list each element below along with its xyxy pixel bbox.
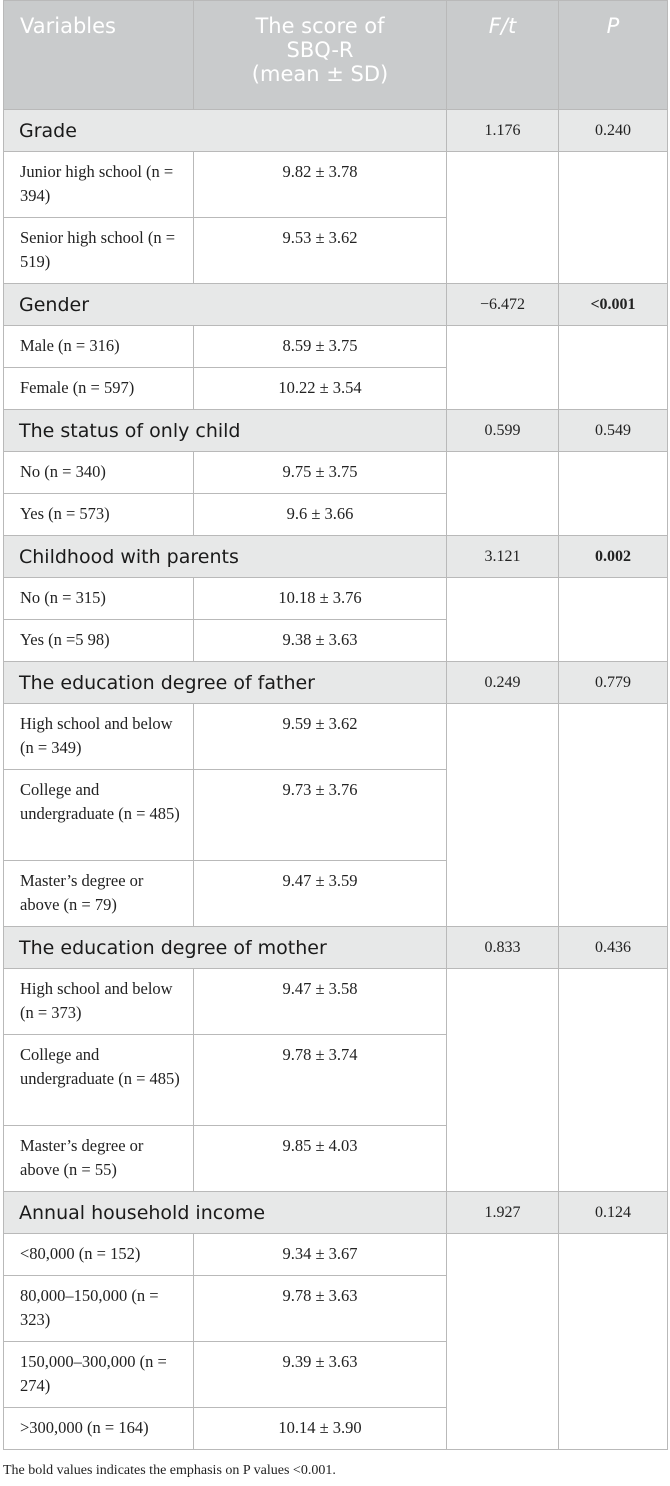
empty-cell xyxy=(559,1234,668,1450)
row-label: 80,000–150,000 (n = 323) xyxy=(4,1276,194,1342)
table-row xyxy=(4,969,668,1035)
group-ft: 1.927 xyxy=(447,1192,559,1234)
table-row xyxy=(4,152,668,218)
row-value: 9.75 ± 3.75 xyxy=(194,452,447,494)
group-row-father-education xyxy=(4,662,668,704)
empty-cell xyxy=(447,326,559,410)
group-row-only-child xyxy=(4,410,668,452)
row-value: 9.53 ± 3.62 xyxy=(194,218,447,284)
row-value: 10.22 ± 3.54 xyxy=(194,368,447,410)
group-p: 0.124 xyxy=(559,1192,668,1234)
row-value: 9.82 ± 3.78 xyxy=(194,152,447,218)
group-name: The education degree of father xyxy=(4,662,447,704)
empty-cell xyxy=(447,704,559,927)
empty-cell xyxy=(447,578,559,662)
row-value: 9.73 ± 3.76 xyxy=(194,770,447,861)
group-p: 0.779 xyxy=(559,662,668,704)
row-value: 10.14 ± 3.90 xyxy=(194,1408,447,1450)
group-row-childhood-with-parents xyxy=(4,536,668,578)
row-label: Junior high school (n = 394) xyxy=(4,152,194,218)
header-score-line-2: SBQ-R xyxy=(286,38,354,62)
table-footnote: The bold values indicates the emphasis on P values <0.001. xyxy=(3,1463,336,1478)
row-value: 9.38 ± 3.63 xyxy=(194,620,447,662)
row-value: 9.39 ± 3.63 xyxy=(194,1342,447,1408)
empty-cell xyxy=(559,152,668,284)
group-name: The status of only child xyxy=(4,410,447,452)
row-label: Yes (n =5 98) xyxy=(4,620,194,662)
row-value: 9.78 ± 3.74 xyxy=(194,1035,447,1126)
group-ft: 0.249 xyxy=(447,662,559,704)
group-ft: 1.176 xyxy=(447,110,559,152)
row-label: >300,000 (n = 164) xyxy=(4,1408,194,1450)
row-label: College and undergraduate (n = 485) xyxy=(4,770,194,861)
row-label: Male (n = 316) xyxy=(4,326,194,368)
row-label: No (n = 315) xyxy=(4,578,194,620)
group-ft: 3.121 xyxy=(447,536,559,578)
row-label: High school and below (n = 373) xyxy=(4,969,194,1035)
row-label: Master’s degree or above (n = 55) xyxy=(4,1126,194,1192)
group-ft: 0.833 xyxy=(447,927,559,969)
group-row-mother-education xyxy=(4,927,668,969)
group-row-gender xyxy=(4,284,668,326)
group-p: 0.436 xyxy=(559,927,668,969)
table-header-row xyxy=(4,1,668,110)
group-row-grade xyxy=(4,110,668,152)
group-name: Gender xyxy=(4,284,447,326)
group-ft: 0.599 xyxy=(447,410,559,452)
header-ft: F/t xyxy=(447,1,559,110)
row-label: Master’s degree or above (n = 79) xyxy=(4,861,194,927)
group-name: Childhood with parents xyxy=(4,536,447,578)
group-name: The education degree of mother xyxy=(4,927,447,969)
row-label: High school and below (n = 349) xyxy=(4,704,194,770)
table-row xyxy=(4,452,668,494)
empty-cell xyxy=(559,452,668,536)
empty-cell xyxy=(559,578,668,662)
table-row xyxy=(4,578,668,620)
group-p: 0.002 xyxy=(559,536,668,578)
header-score xyxy=(194,1,447,110)
empty-cell xyxy=(447,152,559,284)
row-label: Yes (n = 573) xyxy=(4,494,194,536)
row-value: 9.6 ± 3.66 xyxy=(194,494,447,536)
row-label: <80,000 (n = 152) xyxy=(4,1234,194,1276)
empty-cell xyxy=(447,452,559,536)
statistics-table xyxy=(3,0,668,1450)
row-label: Senior high school (n = 519) xyxy=(4,218,194,284)
row-value: 9.47 ± 3.59 xyxy=(194,861,447,927)
table-row xyxy=(4,326,668,368)
row-value: 9.59 ± 3.62 xyxy=(194,704,447,770)
empty-cell xyxy=(559,326,668,410)
header-score-line-3: (mean ± SD) xyxy=(251,62,389,86)
row-value: 9.85 ± 4.03 xyxy=(194,1126,447,1192)
group-p: <0.001 xyxy=(559,284,668,326)
row-value: 9.34 ± 3.67 xyxy=(194,1234,447,1276)
header-score-line-1: The score of xyxy=(255,14,385,38)
header-p: P xyxy=(559,1,668,110)
empty-cell xyxy=(447,969,559,1192)
group-name: Grade xyxy=(4,110,447,152)
row-label: No (n = 340) xyxy=(4,452,194,494)
row-value: 9.47 ± 3.58 xyxy=(194,969,447,1035)
row-value: 10.18 ± 3.76 xyxy=(194,578,447,620)
row-label: 150,000–300,000 (n = 274) xyxy=(4,1342,194,1408)
row-label: Female (n = 597) xyxy=(4,368,194,410)
header-variables: Variables xyxy=(4,1,194,110)
row-value: 9.78 ± 3.63 xyxy=(194,1276,447,1342)
row-label: College and undergraduate (n = 485) xyxy=(4,1035,194,1126)
empty-cell xyxy=(559,969,668,1192)
table-row xyxy=(4,704,668,770)
group-p: 0.549 xyxy=(559,410,668,452)
group-name: Annual household income xyxy=(4,1192,447,1234)
empty-cell xyxy=(559,704,668,927)
group-p: 0.240 xyxy=(559,110,668,152)
empty-cell xyxy=(447,1234,559,1450)
row-value: 8.59 ± 3.75 xyxy=(194,326,447,368)
table-row xyxy=(4,1234,668,1276)
group-row-household-income xyxy=(4,1192,668,1234)
group-ft: −6.472 xyxy=(447,284,559,326)
